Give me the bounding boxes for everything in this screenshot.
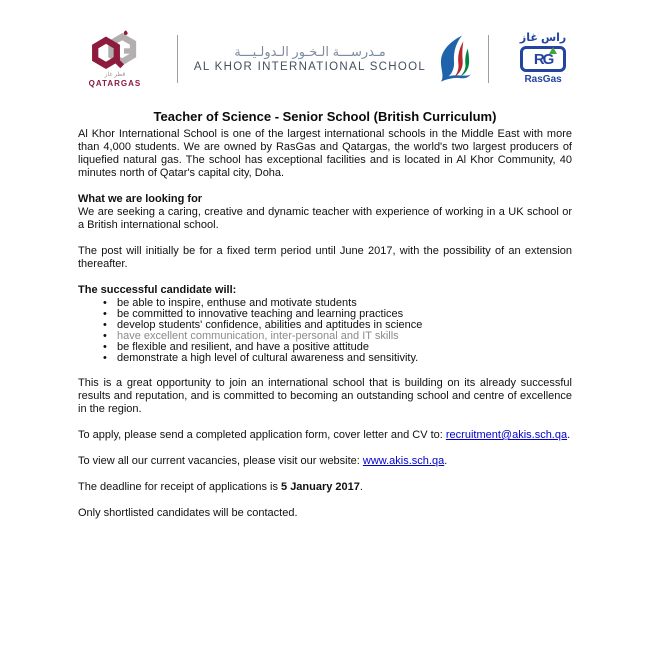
qatargas-arabic-name: قطر غاز bbox=[104, 72, 126, 78]
bullet-item: • demonstrate a high level of cultural awareness and sensitivity. bbox=[117, 353, 572, 364]
recruitment-email-link[interactable]: recruitment@akis.sch.qa bbox=[445, 429, 568, 441]
bullet-item: • be committed to innovative teaching and learning practices bbox=[117, 309, 572, 320]
apply-text-after: . bbox=[567, 429, 571, 441]
vacancies-text-after: . bbox=[444, 455, 448, 467]
rasgas-wordmark: RasGas bbox=[524, 74, 562, 85]
candidate-requirements-list bbox=[78, 298, 572, 364]
bullet-item-muted: • have excellent communication, inter-personal and IT skills bbox=[117, 331, 572, 342]
intro-paragraph: Al Khor International School is one of the largest international schools in the Middle East with more than 4,000 students. We are owned by RasGas and Qatargas, the world's two largest producers of liquefied natural gas. The school has exceptional facilities and is located in Al Khor Community, 40 minutes north of Qatar's capital city, Doha. bbox=[78, 128, 572, 179]
deadline-text: The deadline for receipt of applications is bbox=[78, 481, 282, 493]
school-english-name: AL KHOR INTERNATIONAL SCHOOL bbox=[193, 60, 427, 73]
school-logo bbox=[194, 29, 472, 89]
vacancies-text: To view all our current vacancies, please visit our website: bbox=[78, 455, 363, 467]
apply-paragraph bbox=[78, 429, 572, 442]
qatargas-wordmark: QATARGAS bbox=[88, 79, 142, 88]
page-title: Teacher of Science - Senior School (British Curriculum) bbox=[153, 109, 497, 124]
bullet-item: • be flexible and resilient, and have a positive attitude bbox=[117, 342, 572, 353]
rasgas-logo bbox=[505, 32, 581, 86]
bullet-item: • be able to inspire, enthuse and motivate students bbox=[117, 298, 572, 309]
school-arabic-name: مـدرســـة الـخـور الـدولـيـــة bbox=[234, 43, 386, 59]
rasgas-monogram-icon bbox=[520, 46, 566, 72]
qatargas-logo bbox=[69, 30, 161, 88]
logo-divider-left bbox=[177, 35, 178, 83]
qatargas-logo-icon bbox=[88, 30, 142, 72]
fixed-term-paragraph: The post will initially be for a fixed term period until June 2017, with the possibility of an extension thereafter. bbox=[78, 245, 572, 270]
vacancies-paragraph bbox=[78, 455, 572, 468]
deadline-paragraph bbox=[78, 481, 572, 494]
school-flame-icon bbox=[436, 29, 472, 89]
rasgas-monogram: RG bbox=[533, 50, 553, 68]
school-names bbox=[194, 44, 426, 75]
website-link[interactable]: www.akis.sch.qa bbox=[362, 455, 445, 467]
header-logos bbox=[0, 0, 650, 96]
apply-text: To apply, please send a completed application form, cover letter and CV to: bbox=[78, 429, 446, 441]
opportunity-paragraph: This is a great opportunity to join an international school that is building on its already successful results and reputation, and is committed to becoming an outstanding school and centre of excellence in the region. bbox=[78, 377, 572, 415]
logo-divider-right bbox=[488, 35, 489, 83]
job-description bbox=[0, 124, 650, 520]
deadline-date: 5 January 2017 bbox=[281, 481, 360, 493]
candidate-heading: The successful candidate will: bbox=[78, 284, 237, 296]
rasgas-leaf-icon bbox=[549, 47, 557, 54]
bullet-item: • develop students' confidence, abilities and aptitudes in science bbox=[117, 320, 572, 331]
rasgas-arabic-name: راس غاز bbox=[519, 32, 567, 44]
shortlist-paragraph: Only shortlisted candidates will be contacted. bbox=[78, 507, 298, 519]
looking-for-heading: What we are looking for bbox=[78, 193, 203, 205]
deadline-text-after: . bbox=[359, 481, 363, 493]
looking-for-paragraph: We are seeking a caring, creative and dynamic teacher with experience of working in a UK school or a British international school. bbox=[78, 206, 572, 231]
